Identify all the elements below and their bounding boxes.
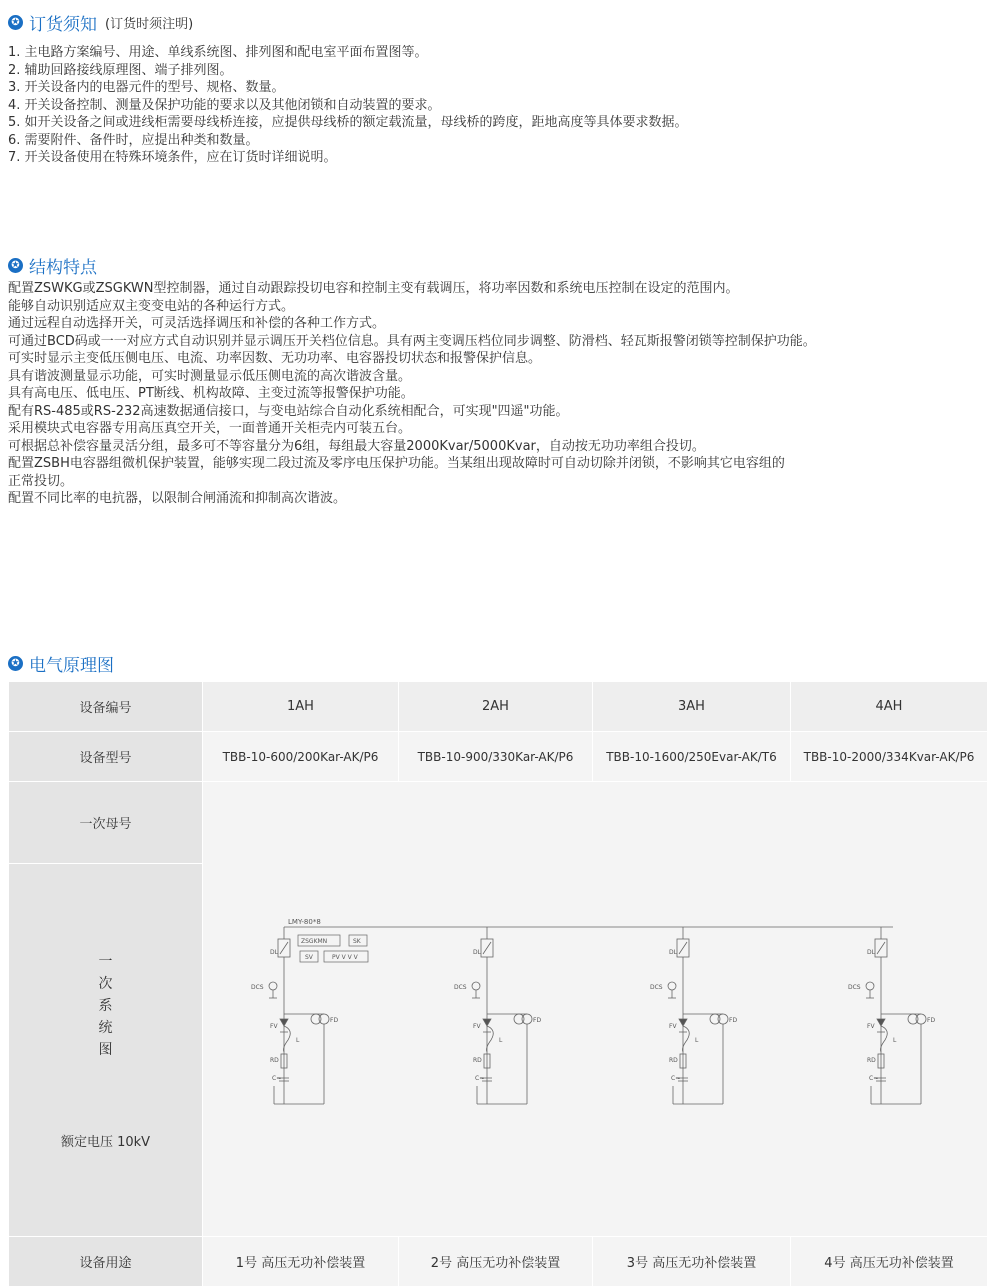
structure-list <box>8 280 816 508</box>
fuse-circle <box>710 1014 720 1024</box>
fuse-circle <box>319 1014 329 1024</box>
cell-model-2: TBB-10-900/330Kar-AK/P6 <box>399 732 593 782</box>
table-row <box>9 1237 988 1287</box>
dcs-label: DCS <box>454 984 467 991</box>
dcs-meter <box>668 982 676 990</box>
dl-label: DL <box>669 949 677 956</box>
table-row <box>9 732 988 782</box>
star-icon: ✪ <box>8 258 23 273</box>
fd-label: FD <box>729 1017 738 1024</box>
label-bus: 一次母号 <box>9 782 203 864</box>
dcs-meter <box>269 982 277 990</box>
list-item: 7. 开关设备使用在特殊环境条件，应在订货时详细说明。 <box>8 150 337 165</box>
dcs-label: DCS <box>650 984 663 991</box>
reactor-label: L <box>695 1037 699 1044</box>
list-item: 2. 辅助回路接线原理图、端子排列图。 <box>8 62 233 78</box>
cell-model-1: TBB-10-600/200Kar-AK/P6 <box>203 732 399 782</box>
sv-label: SV <box>305 954 313 961</box>
breaker-contact <box>877 942 885 954</box>
fuse-circle <box>916 1014 926 1024</box>
order-notice-title: 订货须知 <box>29 15 97 35</box>
rd-label: RD <box>473 1057 482 1064</box>
breaker-contact <box>483 942 491 954</box>
table-row <box>9 682 988 732</box>
list-item: 4. 开关设备控制、测量及保护功能的要求以及其他闭锁和自动装置的要求。 <box>8 97 441 113</box>
reactor-coil <box>881 1026 888 1052</box>
dl-label: DL <box>270 949 278 956</box>
fd-label: FD <box>330 1017 339 1024</box>
cell-model-3: TBB-10-1600/250Evar-AK/T6 <box>593 732 791 782</box>
list-item: 能够自动识别适应双主变变电站的各种运行方式。 <box>8 298 295 314</box>
cell-number-4: 4AH <box>791 682 988 732</box>
label-usage: 设备用途 <box>9 1237 203 1287</box>
cell-model-4: TBB-10-2000/334Kvar-AK/P6 <box>791 732 988 782</box>
reactor-label: L <box>296 1037 300 1044</box>
list-item: 配置ZSBH电容器组微机保护装置，能够实现二段过流及零序电压保护功能。当某组出现故障时可自动切除并闭锁，不影响其它电容组的 <box>8 456 785 471</box>
schematic-diagram <box>8 864 987 1114</box>
capacitor-label: C= <box>272 1075 282 1082</box>
list-item: 通过远程自动选择开关，可灵活选择调压和补偿的各种工作方式。 <box>8 316 386 331</box>
list-item: 配置不同比率的电抗器，以限制合闸涌流和抑制高次谐波。 <box>8 491 347 506</box>
label-number: 设备编号 <box>9 682 203 732</box>
list-item: 具有高电压、低电压、PT断线、机构故障、主变过流等报警保护功能。 <box>8 386 414 401</box>
list-item: 可通过BCD码或一一对应方式自动识别并显示调压开关档位信息。具有两主变调压档位同步调整、防滑档、轻瓦斯报警闭锁等控制保护功能。 <box>8 333 816 349</box>
fuse-circle <box>908 1014 918 1024</box>
fv-label: FV <box>669 1023 677 1030</box>
controller-label: ZSGKMN <box>301 938 328 945</box>
cell-number-1: 1AH <box>203 682 399 732</box>
capacitor-label: C= <box>671 1075 681 1082</box>
sk-label: SK <box>353 938 361 945</box>
dl-label: DL <box>867 949 875 956</box>
list-item: 可根据总补偿容量灵活分组，最多可不等容量分为6组，每组最大容量2000Kvar/5000Kvar，自动按无功功率组合投切。 <box>8 438 705 454</box>
cell-usage-2: 2号 高压无功补偿装置 <box>399 1237 593 1287</box>
list-item: 6. 需要附件、备件时，应提出种类和数量。 <box>8 132 259 148</box>
reactor-coil <box>683 1026 690 1052</box>
list-item: 配有RS-485或RS-232高速数据通信接口，与变电站综合自动化系统相配合，可实现"四遥"功能。 <box>8 403 569 419</box>
dl-label: DL <box>473 949 481 956</box>
dcs-label: DCS <box>848 984 861 991</box>
fuse-circle <box>311 1014 321 1024</box>
list-item: 3. 开关设备内的电器元件的型号、规格、数量。 <box>8 80 285 95</box>
schematic-title: 电气原理图 <box>29 656 114 676</box>
label-model: 设备型号 <box>9 732 203 782</box>
label-voltage: 额定电压 10kV <box>60 1134 151 1150</box>
reactor-label: L <box>499 1037 503 1044</box>
table-row <box>9 782 988 864</box>
reactor-coil <box>487 1026 494 1052</box>
dcs-label: DCS <box>251 984 264 991</box>
rd-label: RD <box>669 1057 678 1064</box>
list-item: 配置ZSWKG或ZSGKWN型控制器，通过自动跟踪投切电容和控制主变有载调压，将功率因数和系统电压控制在设定的范围内。 <box>8 281 739 296</box>
list-item: 采用模块式电容器专用高压真空开关，一面普通开关柜壳内可装五台。 <box>8 421 412 436</box>
fuse-circle <box>522 1014 532 1024</box>
list-item: 5. 如开关设备之间或进线柜需要母线桥连接，应提供母线桥的额定载流量，母线桥的跨度，距地高度等具体要求数据。 <box>8 115 688 130</box>
reactor-coil <box>284 1026 291 1052</box>
busbar-label: LMY-80*8 <box>288 918 321 926</box>
fd-label: FD <box>533 1017 542 1024</box>
structure-heading <box>8 253 97 278</box>
arrester-symbol <box>483 1019 491 1026</box>
fuse-circle <box>718 1014 728 1024</box>
reactor-label: L <box>893 1037 897 1044</box>
cell-usage-4: 4号 高压无功补偿装置 <box>791 1237 988 1287</box>
breaker-contact <box>679 942 687 954</box>
cell-usage-3: 3号 高压无功补偿装置 <box>593 1237 791 1287</box>
list-item: 可实时显示主变低压侧电压、电流、功率因数、无功功率、电容器投切状态和报警保护信息。 <box>8 351 542 366</box>
list-item: 1. 主电路方案编号、用途、单线系统图、排列图和配电室平面布置图等。 <box>8 45 428 60</box>
arrester-symbol <box>679 1019 687 1026</box>
fv-label: FV <box>867 1023 875 1030</box>
cell-usage-1: 1号 高压无功补偿装置 <box>203 1237 399 1287</box>
pv-label: PV V V V <box>332 954 358 961</box>
list-item: 正常投切。 <box>8 473 74 489</box>
capacitor-label: C= <box>475 1075 485 1082</box>
star-icon: ✪ <box>8 15 23 30</box>
capacitor-label: C= <box>869 1075 879 1082</box>
label-system: 一次系统图 <box>98 953 113 1058</box>
structure-title: 结构特点 <box>29 258 97 278</box>
fd-label: FD <box>927 1017 936 1024</box>
star-icon: ✪ <box>8 656 23 671</box>
list-item: 具有谐波测量显示功能，可实时测量显示低压侧电流的高次谐波含量。 <box>8 368 412 384</box>
rd-label: RD <box>867 1057 876 1064</box>
dcs-meter <box>472 982 480 990</box>
arrester-symbol <box>280 1019 288 1026</box>
cell-number-3: 3AH <box>593 682 791 732</box>
arrester-symbol <box>877 1019 885 1026</box>
order-notice-note: (订货时须注明) <box>105 17 194 32</box>
dcs-meter <box>866 982 874 990</box>
breaker-contact <box>280 942 288 954</box>
schematic-heading <box>8 651 114 676</box>
cell-number-2: 2AH <box>399 682 593 732</box>
order-notice-heading <box>8 10 193 35</box>
fv-label: FV <box>270 1023 278 1030</box>
fuse-circle <box>514 1014 524 1024</box>
rd-label: RD <box>270 1057 279 1064</box>
fv-label: FV <box>473 1023 481 1030</box>
order-notice-list <box>8 44 688 167</box>
